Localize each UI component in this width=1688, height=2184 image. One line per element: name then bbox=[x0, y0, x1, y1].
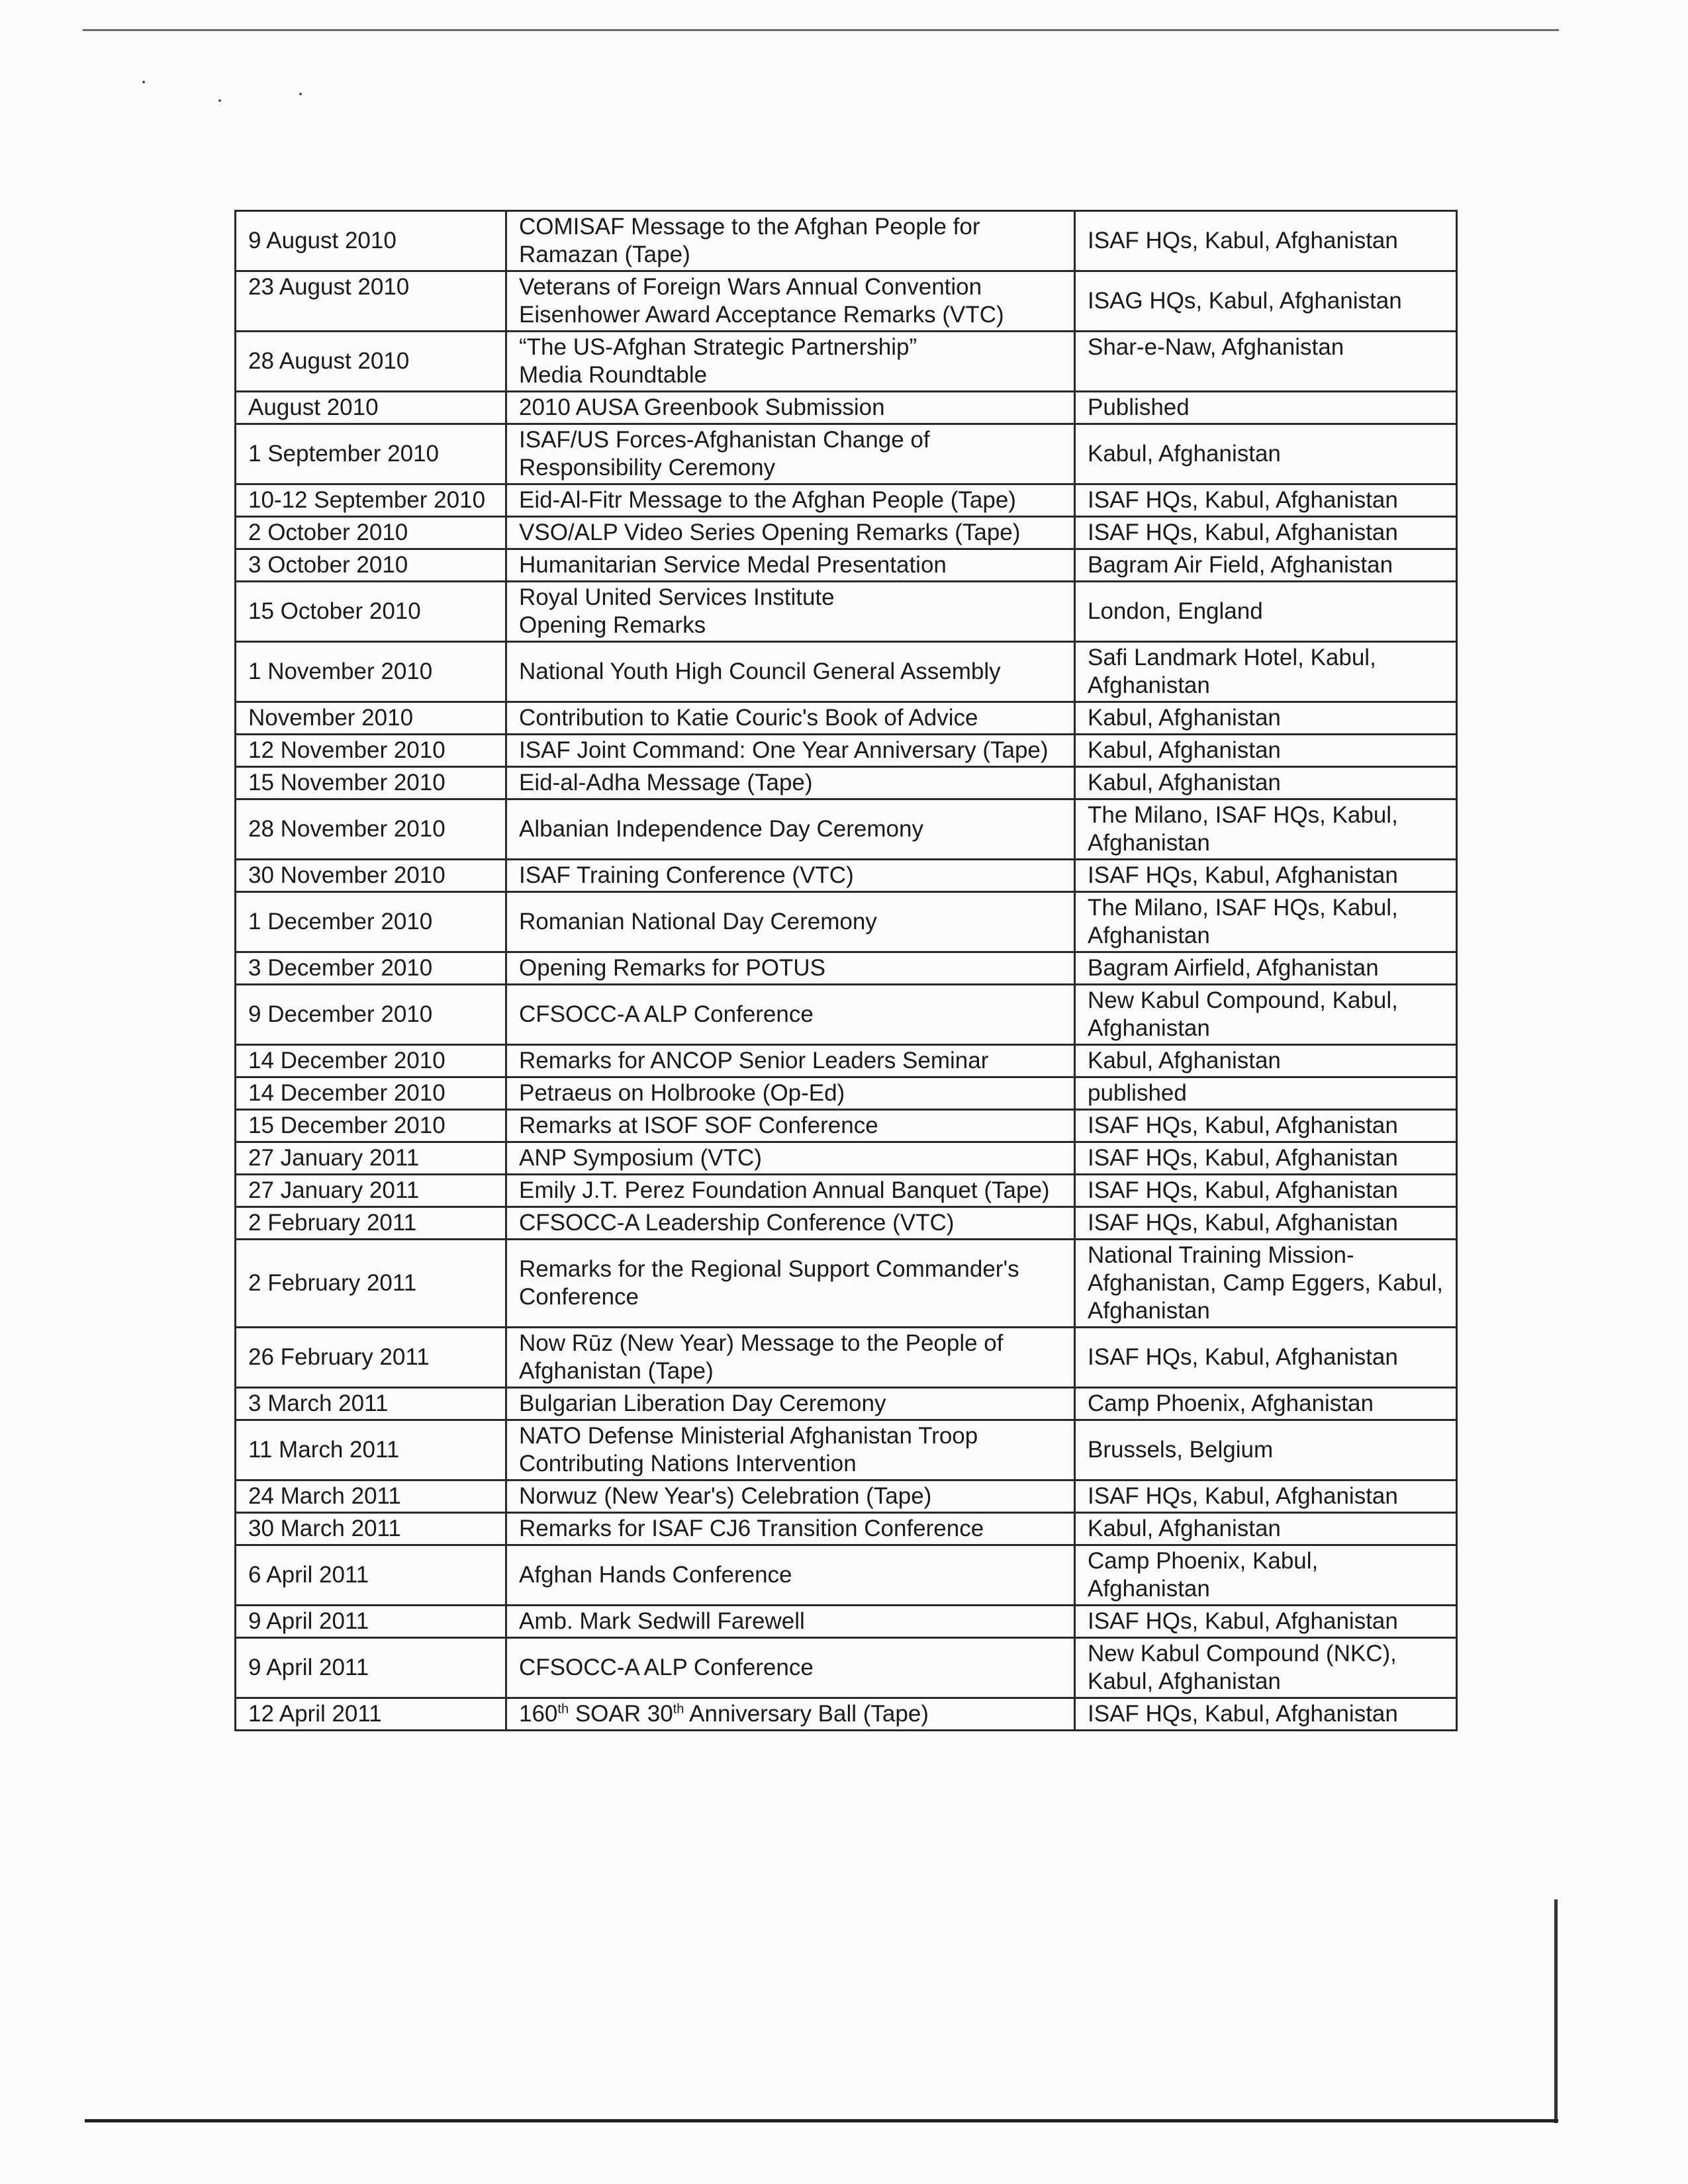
event-cell: Remarks at ISOF SOF Conference bbox=[506, 1110, 1075, 1142]
location-cell: Kabul, Afghanistan bbox=[1075, 1045, 1457, 1077]
event-cell: Amb. Mark Sedwill Farewell bbox=[506, 1606, 1075, 1638]
event-cell: CFSOCC-A ALP Conference bbox=[506, 1638, 1075, 1698]
location-cell: ISAF HQs, Kabul, Afghanistan bbox=[1075, 211, 1457, 271]
location-cell: ISAF HQs, Kabul, Afghanistan bbox=[1075, 1480, 1457, 1513]
location-cell: Published bbox=[1075, 392, 1457, 424]
location-cell: ISAF HQs, Kabul, Afghanistan bbox=[1075, 517, 1457, 549]
date-cell: 1 September 2010 bbox=[236, 424, 506, 484]
event-cell: Contribution to Katie Couric's Book of Advice bbox=[506, 702, 1075, 735]
location-cell: Kabul, Afghanistan bbox=[1075, 735, 1457, 767]
date-cell: 23 August 2010 bbox=[236, 271, 506, 332]
location-cell: The Milano, ISAF HQs, Kabul, Afghanistan bbox=[1075, 799, 1457, 860]
table-row bbox=[236, 1240, 1457, 1328]
location-cell: National Training Mission-Afghanistan, Camp Eggers, Kabul, Afghanistan bbox=[1075, 1240, 1457, 1328]
date-cell: 15 October 2010 bbox=[236, 582, 506, 642]
table-row bbox=[236, 1420, 1457, 1480]
date-cell: 6 April 2011 bbox=[236, 1545, 506, 1606]
table-row bbox=[236, 799, 1457, 860]
date-cell: 2 February 2011 bbox=[236, 1207, 506, 1240]
date-cell: 15 December 2010 bbox=[236, 1110, 506, 1142]
event-cell: ISAF/US Forces-Afghanistan Change of Responsibility Ceremony bbox=[506, 424, 1075, 484]
page-right-rule bbox=[1554, 1899, 1558, 2123]
date-cell: 1 December 2010 bbox=[236, 892, 506, 952]
date-cell: 2 February 2011 bbox=[236, 1240, 506, 1328]
location-cell: ISAF HQs, Kabul, Afghanistan bbox=[1075, 1175, 1457, 1207]
table-row bbox=[236, 332, 1457, 392]
table-row bbox=[236, 424, 1457, 484]
date-cell: 3 October 2010 bbox=[236, 549, 506, 582]
location-cell: published bbox=[1075, 1077, 1457, 1110]
location-cell: ISAF HQs, Kabul, Afghanistan bbox=[1075, 484, 1457, 517]
table-row bbox=[236, 484, 1457, 517]
event-cell: Bulgarian Liberation Day Ceremony bbox=[506, 1388, 1075, 1420]
location-cell: ISAF HQs, Kabul, Afghanistan bbox=[1075, 1328, 1457, 1388]
location-cell: New Kabul Compound (NKC), Kabul, Afghanistan bbox=[1075, 1638, 1457, 1698]
event-cell: National Youth High Council General Assembly bbox=[506, 642, 1075, 702]
event-text: Anniversary Ball (Tape) bbox=[684, 1701, 929, 1727]
table-row bbox=[236, 952, 1457, 985]
location-cell: Kabul, Afghanistan bbox=[1075, 1513, 1457, 1545]
location-cell: Kabul, Afghanistan bbox=[1075, 767, 1457, 799]
event-cell: CFSOCC-A Leadership Conference (VTC) bbox=[506, 1207, 1075, 1240]
event-cell: Eid-al-Adha Message (Tape) bbox=[506, 767, 1075, 799]
location-cell: ISAG HQs, Kabul, Afghanistan bbox=[1075, 271, 1457, 332]
date-cell: 24 March 2011 bbox=[236, 1480, 506, 1513]
scan-speck bbox=[299, 93, 302, 95]
date-cell: 30 November 2010 bbox=[236, 860, 506, 892]
event-cell bbox=[506, 1698, 1075, 1731]
event-cell: Albanian Independence Day Ceremony bbox=[506, 799, 1075, 860]
date-cell: 12 November 2010 bbox=[236, 735, 506, 767]
location-cell: Shar-e-Naw, Afghanistan bbox=[1075, 332, 1457, 392]
location-cell: ISAF HQs, Kabul, Afghanistan bbox=[1075, 860, 1457, 892]
event-cell: ANP Symposium (VTC) bbox=[506, 1142, 1075, 1175]
date-cell: 12 April 2011 bbox=[236, 1698, 506, 1731]
event-cell: VSO/ALP Video Series Opening Remarks (Tape) bbox=[506, 517, 1075, 549]
table-row bbox=[236, 1045, 1457, 1077]
date-cell: 1 November 2010 bbox=[236, 642, 506, 702]
engagements-table-body bbox=[236, 211, 1457, 1731]
superscript-text: th bbox=[557, 1702, 569, 1717]
table-row bbox=[236, 1638, 1457, 1698]
location-cell: New Kabul Compound, Kabul, Afghanistan bbox=[1075, 985, 1457, 1045]
table-row bbox=[236, 1142, 1457, 1175]
date-cell: 3 December 2010 bbox=[236, 952, 506, 985]
scan-speck bbox=[218, 99, 221, 102]
table-row bbox=[236, 642, 1457, 702]
event-cell: “The US-Afghan Strategic Partnership” Media Roundtable bbox=[506, 332, 1075, 392]
table-row bbox=[236, 1328, 1457, 1388]
event-cell: Remarks for ANCOP Senior Leaders Seminar bbox=[506, 1045, 1075, 1077]
date-cell: 9 December 2010 bbox=[236, 985, 506, 1045]
table-row bbox=[236, 1175, 1457, 1207]
location-cell: The Milano, ISAF HQs, Kabul, Afghanistan bbox=[1075, 892, 1457, 952]
table-row bbox=[236, 392, 1457, 424]
date-cell: 27 January 2011 bbox=[236, 1175, 506, 1207]
date-cell: 14 December 2010 bbox=[236, 1077, 506, 1110]
location-cell: Camp Phoenix, Afghanistan bbox=[1075, 1388, 1457, 1420]
date-cell: 28 August 2010 bbox=[236, 332, 506, 392]
location-cell: London, England bbox=[1075, 582, 1457, 642]
table-row bbox=[236, 1545, 1457, 1606]
page-top-rule bbox=[83, 29, 1559, 31]
event-cell: Remarks for ISAF CJ6 Transition Conference bbox=[506, 1513, 1075, 1545]
table-row bbox=[236, 517, 1457, 549]
date-cell: 30 March 2011 bbox=[236, 1513, 506, 1545]
table-row bbox=[236, 211, 1457, 271]
table-row bbox=[236, 271, 1457, 332]
event-text: 160 bbox=[519, 1701, 558, 1727]
date-cell: 11 March 2011 bbox=[236, 1420, 506, 1480]
event-cell: Norwuz (New Year's) Celebration (Tape) bbox=[506, 1480, 1075, 1513]
table-row bbox=[236, 582, 1457, 642]
date-cell: 9 August 2010 bbox=[236, 211, 506, 271]
event-cell: Eid-Al-Fitr Message to the Afghan People (Tape) bbox=[506, 484, 1075, 517]
superscript-text: th bbox=[673, 1702, 684, 1717]
location-cell: Brussels, Belgium bbox=[1075, 1420, 1457, 1480]
location-cell: ISAF HQs, Kabul, Afghanistan bbox=[1075, 1142, 1457, 1175]
table-row bbox=[236, 1513, 1457, 1545]
event-cell: ISAF Joint Command: One Year Anniversary (Tape) bbox=[506, 735, 1075, 767]
location-cell: Kabul, Afghanistan bbox=[1075, 424, 1457, 484]
table-row bbox=[236, 767, 1457, 799]
table-row bbox=[236, 549, 1457, 582]
location-cell: Bagram Air Field, Afghanistan bbox=[1075, 549, 1457, 582]
event-cell: COMISAF Message to the Afghan People for Ramazan (Tape) bbox=[506, 211, 1075, 271]
date-cell: August 2010 bbox=[236, 392, 506, 424]
location-cell: ISAF HQs, Kabul, Afghanistan bbox=[1075, 1698, 1457, 1731]
event-cell: Afghan Hands Conference bbox=[506, 1545, 1075, 1606]
event-cell: Emily J.T. Perez Foundation Annual Banquet (Tape) bbox=[506, 1175, 1075, 1207]
event-cell: Veterans of Foreign Wars Annual Convention Eisenhower Award Acceptance Remarks (VTC) bbox=[506, 271, 1075, 332]
date-cell: 15 November 2010 bbox=[236, 767, 506, 799]
date-cell: 9 April 2011 bbox=[236, 1606, 506, 1638]
location-cell: Safi Landmark Hotel, Kabul, Afghanistan bbox=[1075, 642, 1457, 702]
event-cell: NATO Defense Ministerial Afghanistan Troop Contributing Nations Intervention bbox=[506, 1420, 1075, 1480]
event-cell: Romanian National Day Ceremony bbox=[506, 892, 1075, 952]
table-row bbox=[236, 1698, 1457, 1731]
table-row bbox=[236, 1110, 1457, 1142]
table-row bbox=[236, 985, 1457, 1045]
date-cell: 2 October 2010 bbox=[236, 517, 506, 549]
table-row bbox=[236, 1207, 1457, 1240]
table-row bbox=[236, 892, 1457, 952]
location-cell: ISAF HQs, Kabul, Afghanistan bbox=[1075, 1110, 1457, 1142]
table-row bbox=[236, 702, 1457, 735]
event-text: SOAR 30 bbox=[569, 1701, 673, 1727]
date-cell: 27 January 2011 bbox=[236, 1142, 506, 1175]
event-cell: Royal United Services Institute Opening Remarks bbox=[506, 582, 1075, 642]
event-cell: Now Rūz (New Year) Message to the People of Afghanistan (Tape) bbox=[506, 1328, 1075, 1388]
table-row bbox=[236, 860, 1457, 892]
location-cell: ISAF HQs, Kabul, Afghanistan bbox=[1075, 1207, 1457, 1240]
location-cell: ISAF HQs, Kabul, Afghanistan bbox=[1075, 1606, 1457, 1638]
date-cell: 28 November 2010 bbox=[236, 799, 506, 860]
date-cell: 9 April 2011 bbox=[236, 1638, 506, 1698]
event-cell: ISAF Training Conference (VTC) bbox=[506, 860, 1075, 892]
date-cell: 26 February 2011 bbox=[236, 1328, 506, 1388]
date-cell: 14 December 2010 bbox=[236, 1045, 506, 1077]
date-cell: November 2010 bbox=[236, 702, 506, 735]
table-row bbox=[236, 1388, 1457, 1420]
page-bottom-rule bbox=[85, 2119, 1558, 2122]
event-cell: Petraeus on Holbrooke (Op-Ed) bbox=[506, 1077, 1075, 1110]
event-cell: Opening Remarks for POTUS bbox=[506, 952, 1075, 985]
event-cell: Remarks for the Regional Support Commander's Conference bbox=[506, 1240, 1075, 1328]
date-cell: 10-12 September 2010 bbox=[236, 484, 506, 517]
table-row bbox=[236, 1606, 1457, 1638]
event-cell: CFSOCC-A ALP Conference bbox=[506, 985, 1075, 1045]
event-cell: 2010 AUSA Greenbook Submission bbox=[506, 392, 1075, 424]
table-row bbox=[236, 1480, 1457, 1513]
date-cell: 3 March 2011 bbox=[236, 1388, 506, 1420]
location-cell: Camp Phoenix, Kabul, Afghanistan bbox=[1075, 1545, 1457, 1606]
table-row bbox=[236, 1077, 1457, 1110]
event-cell: Humanitarian Service Medal Presentation bbox=[506, 549, 1075, 582]
engagements-table bbox=[234, 210, 1458, 1731]
scan-speck bbox=[142, 81, 145, 83]
location-cell: Kabul, Afghanistan bbox=[1075, 702, 1457, 735]
table-row bbox=[236, 735, 1457, 767]
location-cell: Bagram Airfield, Afghanistan bbox=[1075, 952, 1457, 985]
